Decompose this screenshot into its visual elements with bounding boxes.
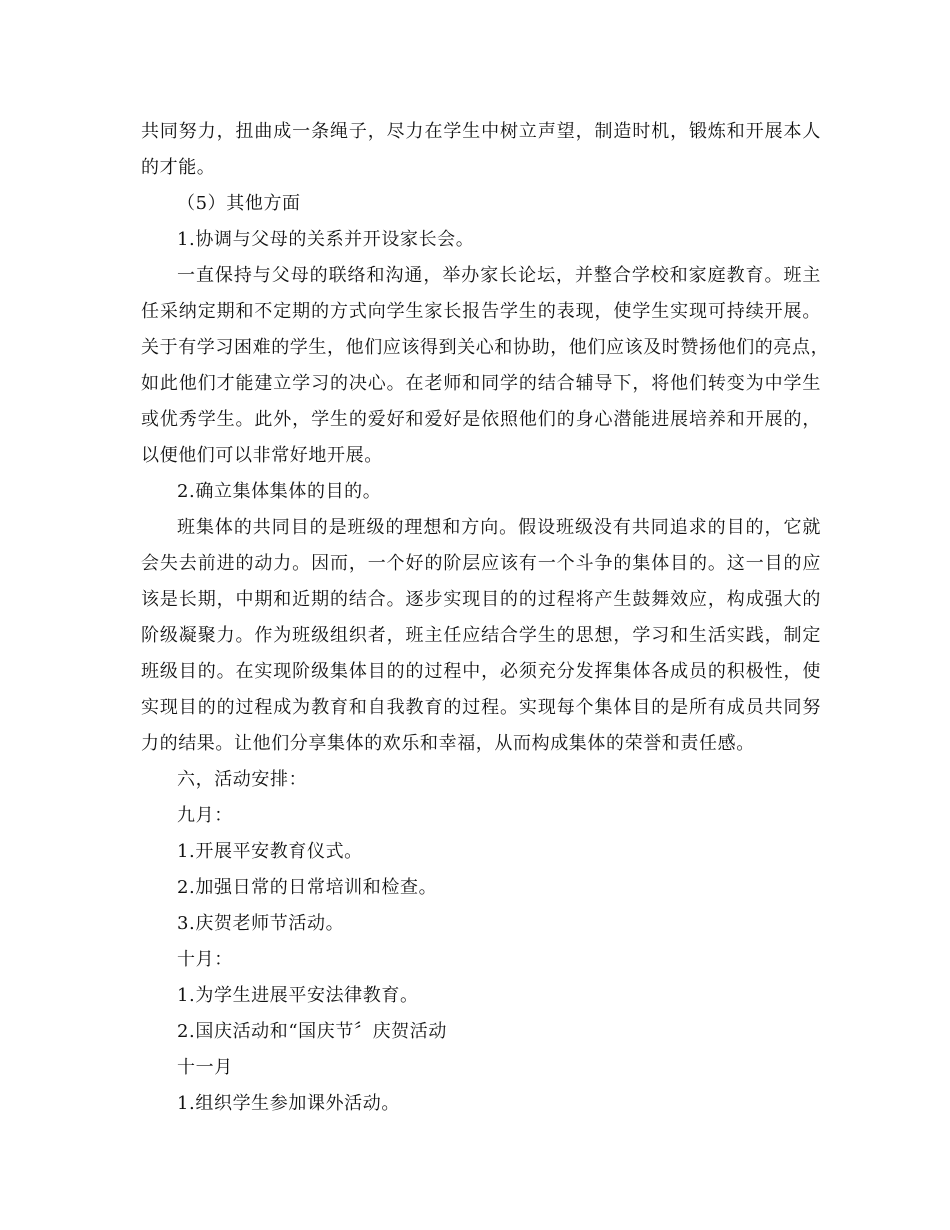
month-heading-november: 十一月	[177, 1057, 233, 1078]
text-line: 共同努力，扭曲成一条绳子，尽力在学生中树立声望，制造时机，锻炼和开展本人	[141, 121, 821, 142]
text-line: 会失去前进的动力。因而，一个好的阶层应该有一个斗争的集体目的。这一目的应	[141, 553, 821, 574]
text-line: 或优秀学生。此外，学生的爱好和爱好是依照他们的身心潜能进展培养和开展的，	[141, 409, 821, 430]
subheading-parent-relations: 1.协调与父母的关系并开设家长会。	[177, 229, 475, 250]
list-item: 1.为学生进展平安法律教育。	[177, 985, 419, 1006]
month-heading-october: 十月：	[177, 949, 233, 970]
text-line: 班集体的共同目的是班级的理想和方向。假设班级没有共同追求的目的，它就	[177, 517, 821, 538]
subheading-collective-goal: 2.确立集体集体的目的。	[177, 481, 382, 502]
text-line: 实现目的的过程成为教育和自我教育的过程。实现每个集体目的是所有成员共同努	[141, 697, 821, 718]
section-heading-other-aspects: （5）其他方面	[177, 193, 301, 214]
text-line: 力的结果。让他们分享集体的欢乐和幸福，从而构成集体的荣誉和责任感。	[141, 733, 755, 754]
paragraph-parent-communication	[141, 258, 830, 474]
list-item: 1.开展平安教育仪式。	[177, 841, 363, 862]
section-heading-activity-schedule: 六，活动安排：	[177, 769, 308, 790]
text-line: 班级目的。在实现阶级集体目的的过程中，必须充分发挥集体各成员的积极性，使	[141, 661, 821, 682]
list-item: 2.国庆活动和“国庆节〞庆贺活动	[177, 1021, 447, 1042]
text-line: 任采纳定期和不定期的方式向学生家长报告学生的表现，使学生实现可持续开展。	[141, 301, 821, 322]
list-item: 3.庆贺老师节活动。	[177, 913, 345, 934]
list-item: 1.组织学生参加课外活动。	[177, 1093, 400, 1114]
list-item: 2.加强日常的日常培训和检查。	[177, 877, 438, 898]
document-body	[141, 114, 830, 1122]
text-line: 一直保持与父母的联络和沟通，举办家长论坛，并整合学校和家庭教育。班主	[177, 265, 821, 286]
text-line: 以便他们可以非常好地开展。	[141, 445, 383, 466]
text-line: 该是长期，中期和近期的结合。逐步实现目的的过程将产生鼓舞效应，构成强大的	[141, 589, 821, 610]
text-line: 关于有学习困难的学生，他们应该得到关心和协助，他们应该及时赞扬他们的亮点，	[141, 337, 830, 358]
month-heading-september: 九月：	[177, 805, 233, 826]
text-line: 阶级凝聚力。作为班级组织者，班主任应结合学生的思想，学习和生活实践，制定	[141, 625, 821, 646]
paragraph-collective-goal	[141, 510, 821, 762]
paragraph-continued	[141, 114, 821, 186]
text-line: 的才能。	[141, 157, 216, 178]
text-line: 如此他们才能建立学习的决心。在老师和同学的结合辅导下，将他们转变为中学生	[141, 373, 821, 394]
